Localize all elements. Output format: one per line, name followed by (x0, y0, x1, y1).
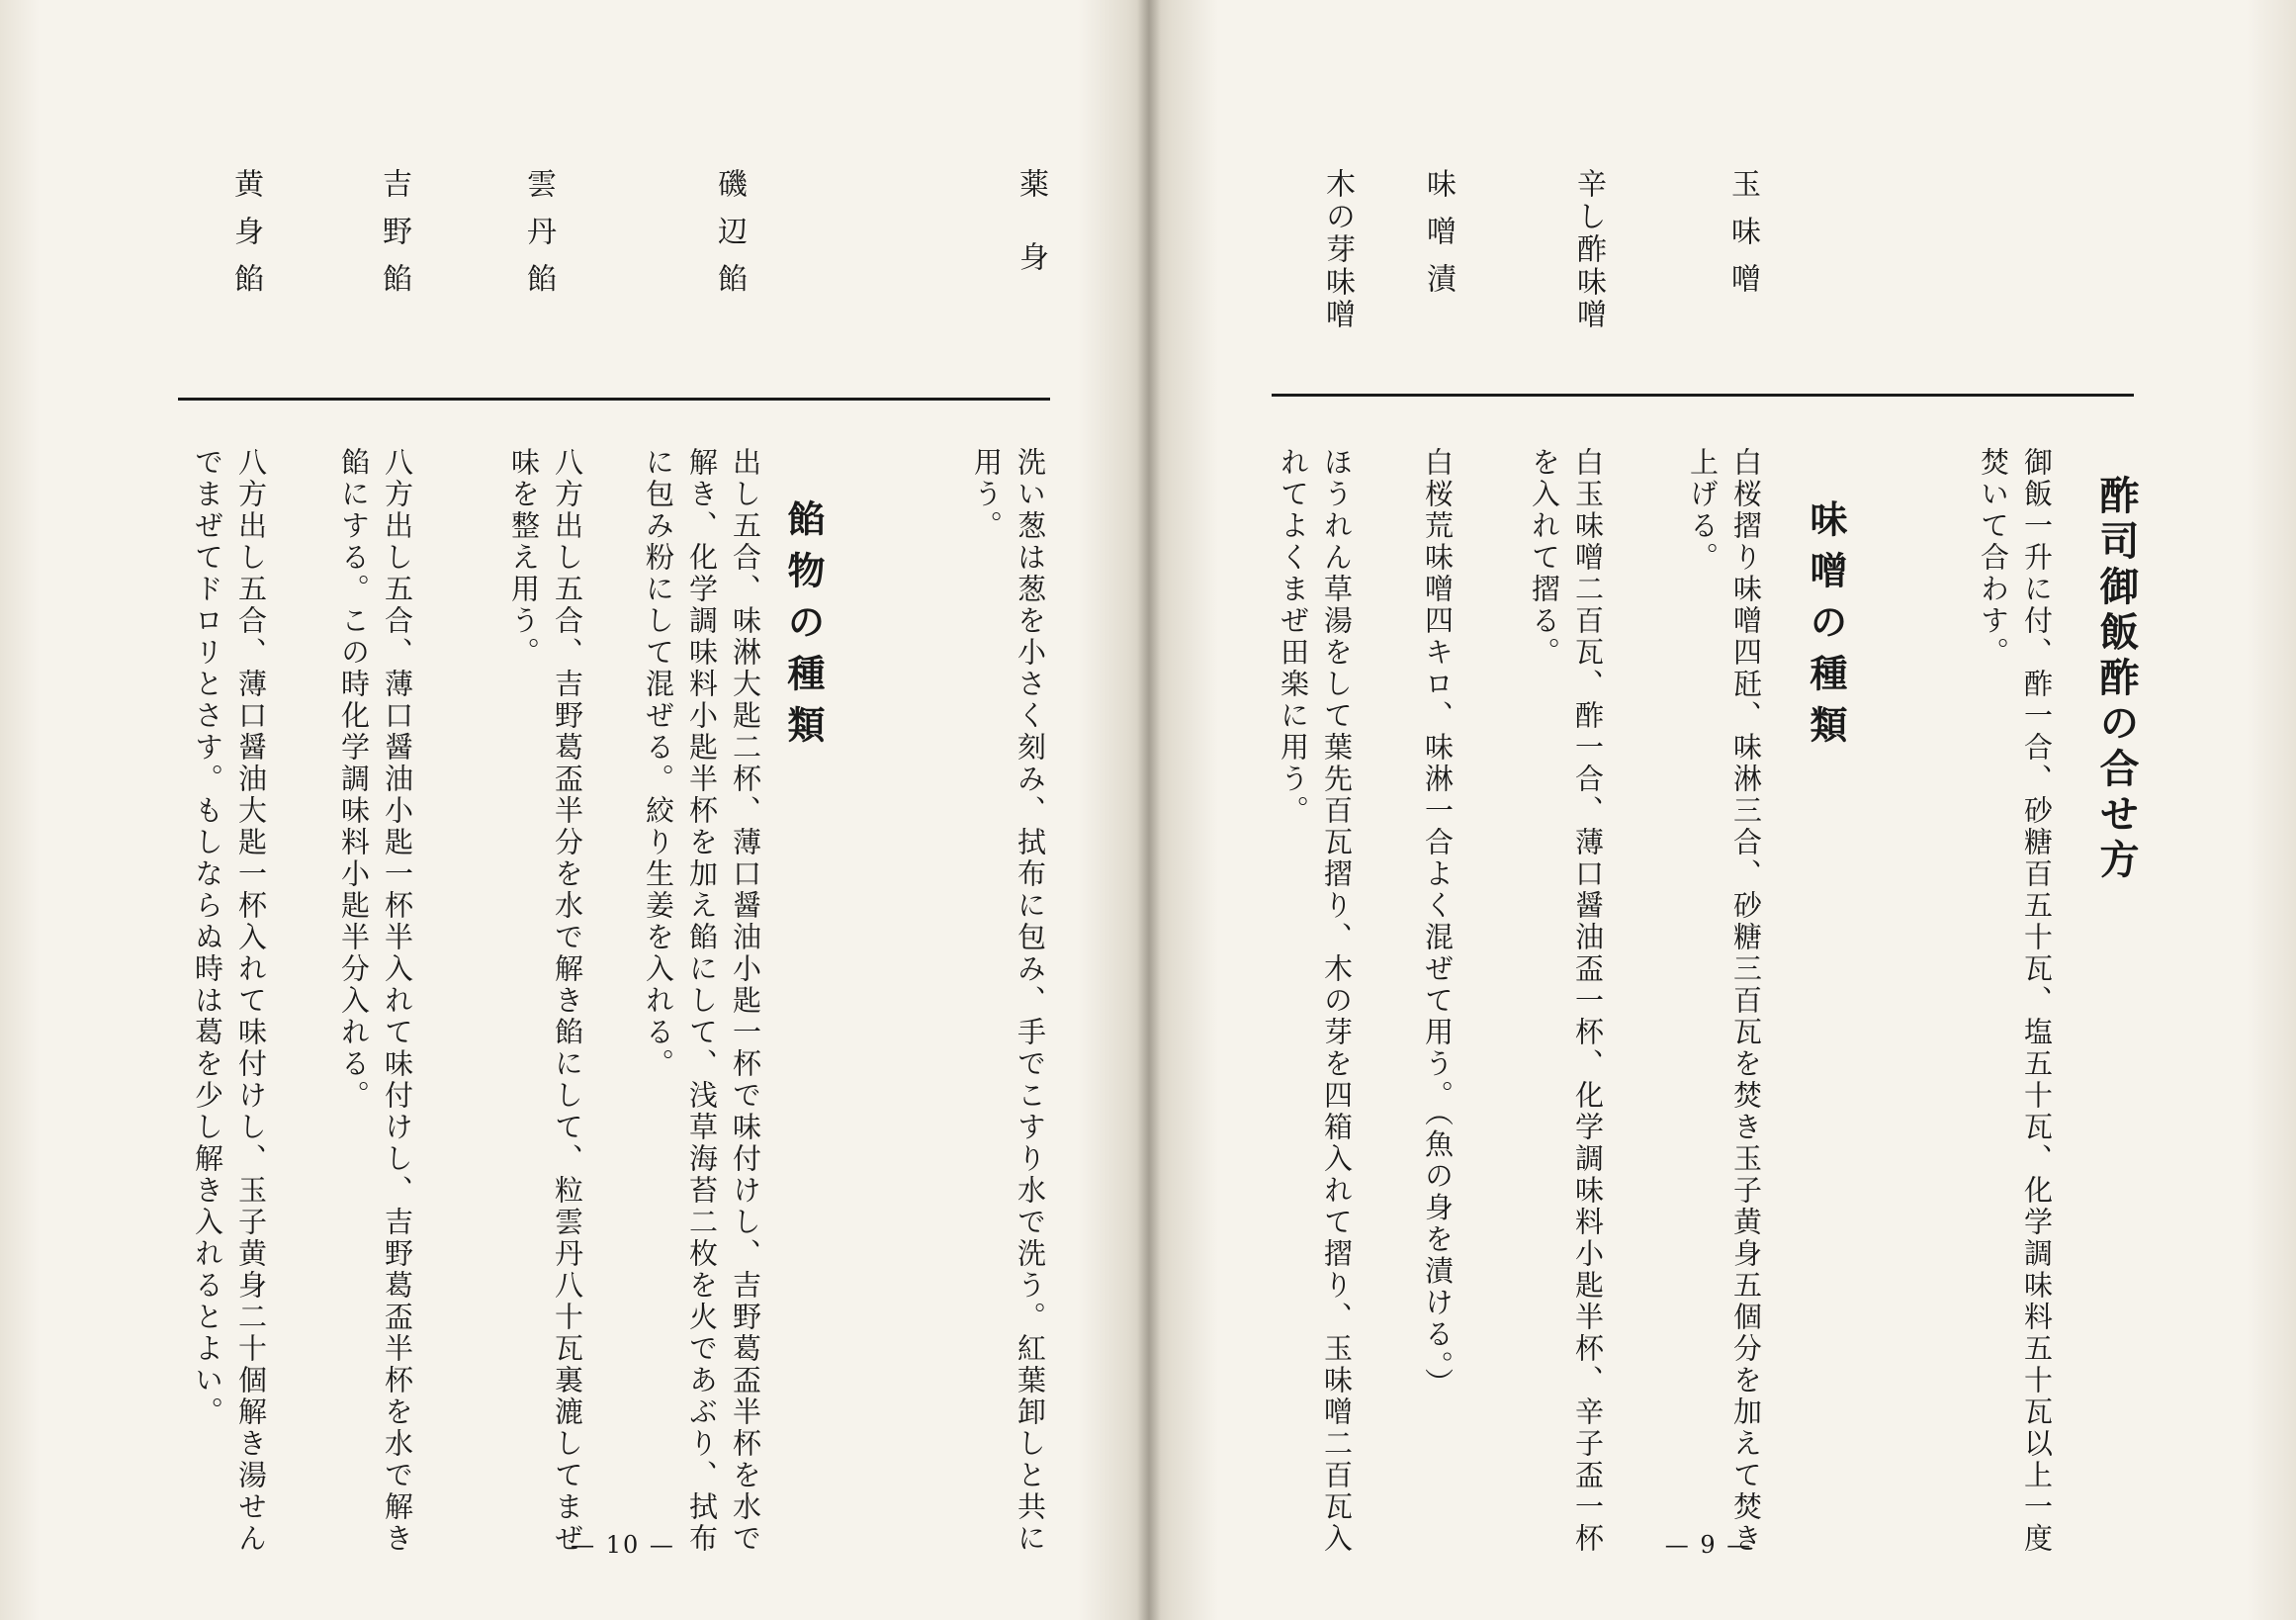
left-section-line-3: に包み粉にして混ぜる。絞り生姜を入れる。 (642, 447, 675, 1080)
left-item-2: 磯辺餡 (712, 168, 747, 311)
right-item-4: 木の芽味噌 (1320, 168, 1355, 331)
left-section-line-8: 八方出し五合、薄口醤油大匙一杯入れて味付けし、玉子黄身二十個解き湯せん (234, 447, 268, 1555)
left-section-line-1: 出し五合、味淋大匙二杯、薄口醤油小匙一杯で味付けし、吉野葛盃半杯を水で (729, 447, 762, 1555)
right-section-line-6: ほうれん草湯をして葉先百瓦摺り、木の芽を四箱入れて摺り、玉味噌二百瓦入 (1320, 447, 1354, 1555)
right-title-line-2: 焚いて合わす。 (1977, 447, 2010, 669)
left-section-line-2: 解き、化学調味料小匙半杯を加え餡にして、浅草海苔二枚を火であぶり、拭布 (685, 447, 719, 1555)
left-item-1: 薬身 (1014, 168, 1048, 315)
left-item-5: 黄身餡 (228, 168, 263, 311)
left-section-line-6: 八方出し五合、薄口醤油小匙一杯半入れて味付けし、吉野葛盃半杯を水で解き (381, 447, 414, 1555)
left-section-line-9: でまぜてドロリとさす。もしならぬ時は葛を少し解き入れるとよい。 (191, 447, 224, 1428)
right-title: 酢司御飯酢の合せ方 (2093, 475, 2140, 884)
left-section-line-7: 餡にする。この時化学調味料小匙半分入れる。 (337, 447, 371, 1112)
right-title-line-1: 御飯一升に付、酢一合、砂糖百五十瓦、塩五十瓦、化学調味料五十瓦以上一度 (2020, 447, 2054, 1555)
right-item-2: 辛し酢味噌 (1571, 168, 1606, 331)
right-section-line-1: 白桜摺り味噌四瓩、味淋三合、砂糖三百瓦を焚き玉子黄身五個分を加えて焚き (1729, 447, 1763, 1555)
right-section-line-7: れてよくまぜ田楽に用う。 (1277, 447, 1310, 827)
right-section-line-2: 上げる。 (1686, 447, 1720, 574)
right-section-line-3: 白玉味噌二百瓦、酢一合、薄口醤油盃一杯、化学調味料小匙半杯、辛子盃一杯 (1571, 447, 1605, 1555)
left-body-line-2: 用う。 (970, 447, 1004, 542)
left-body-line-1: 洗い葱は葱を小さく刻み、拭布に包み、手でこすり水で洗う。紅葉卸しと共に (1014, 447, 1047, 1555)
right-section-title: 味噌の種類 (1804, 499, 1848, 757)
left-section-line-4: 八方出し五合、吉野葛盃半分を水で解き餡にして、粒雲丹八十瓦裏漉してまぜ (551, 447, 584, 1555)
left-item-3: 雲丹餡 (521, 168, 556, 311)
right-divider-rule (1272, 394, 2134, 397)
right-item-1: 玉味噌 (1725, 168, 1760, 311)
right-item-3: 味噌漬 (1421, 168, 1456, 311)
right-section-line-5: 白桜荒味噌四キロ、味淋一合よく混ぜて用う。（魚の身を漬ける。） (1421, 447, 1455, 1399)
left-divider-rule (178, 398, 1050, 401)
right-section-line-4: を入れて摺る。 (1528, 447, 1561, 669)
left-item-4: 吉野餡 (377, 168, 411, 311)
right-page-number: — 9 — (1664, 1531, 1753, 1559)
left-section-line-5: 味を整え用う。 (507, 447, 541, 669)
left-section-title: 餡物の種類 (781, 499, 826, 757)
left-page-number: — 10 — (571, 1531, 675, 1559)
book-gutter (1137, 0, 1161, 1620)
